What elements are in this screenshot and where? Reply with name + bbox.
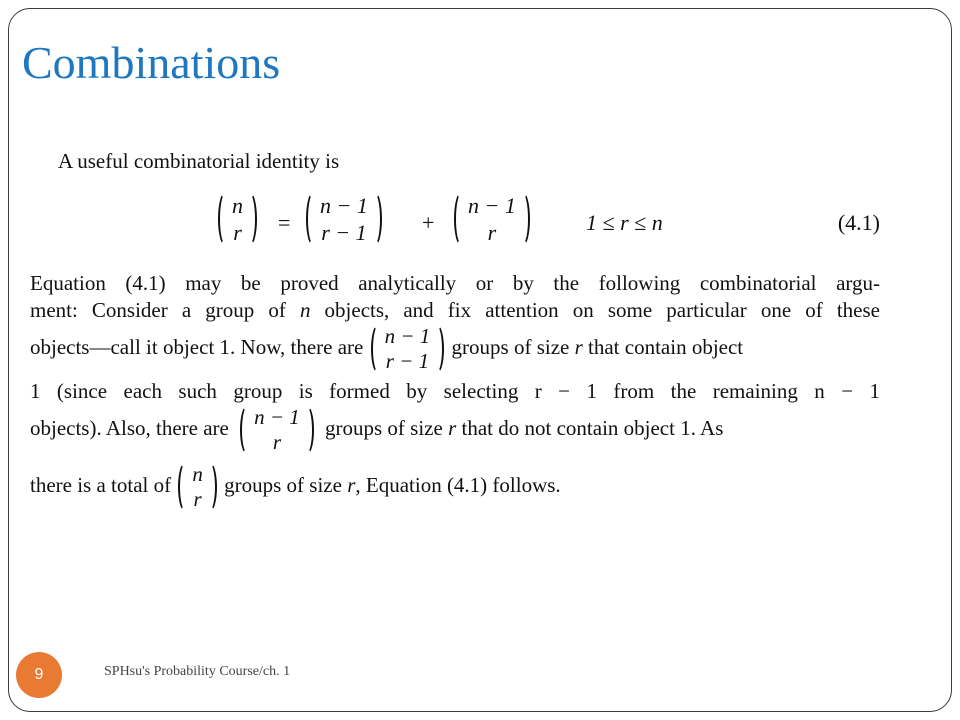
para-line-5c: that do not contain object 1. As bbox=[456, 415, 724, 440]
slide-title: Combinations bbox=[22, 37, 281, 88]
slide-number-badge: 9 bbox=[16, 652, 62, 698]
lhs-bottom: r bbox=[233, 220, 242, 245]
line5-binom-bottom: r bbox=[272, 430, 282, 454]
equation-condition: 1 ≤ r ≤ n bbox=[586, 210, 663, 235]
para-line-4: 1 (since each such group is formed by selecting r − 1 from the remaining n − 1 bbox=[30, 379, 880, 403]
equation-number: (4.1) bbox=[837, 210, 880, 235]
para-line-5b: groups of size bbox=[325, 415, 449, 440]
para-line-6b: groups of size bbox=[224, 472, 348, 497]
line6-binom-top: n bbox=[192, 462, 203, 486]
para-line-5a: objects). Also, there are bbox=[30, 415, 229, 440]
para-line-5 bbox=[30, 405, 880, 455]
lhs-top: n bbox=[232, 193, 243, 218]
term2-bottom: r bbox=[487, 220, 497, 245]
intro-text: A useful combinatorial identity is bbox=[58, 149, 340, 173]
term1-top: n − 1 bbox=[320, 193, 368, 218]
term1-bottom: r − 1 bbox=[321, 220, 367, 245]
term2-top: n − 1 bbox=[468, 193, 516, 218]
slide-footer: SPHsu's Probability Course/ch. 1 bbox=[104, 664, 291, 679]
para-line-6r: r bbox=[347, 472, 356, 497]
line5-binom-top: n − 1 bbox=[254, 405, 300, 429]
para-line-3a: objects—call it object 1. Now, there are bbox=[30, 334, 364, 359]
para-line-3b: groups of size bbox=[451, 334, 575, 359]
para-line-5r: r bbox=[448, 415, 457, 440]
para-line-3r: r bbox=[574, 334, 583, 359]
line6-binom-bottom: r bbox=[193, 487, 202, 511]
para-line-2 bbox=[30, 297, 880, 323]
term1-binomial bbox=[306, 192, 382, 246]
para-line-3 bbox=[30, 324, 880, 374]
lhs-binomial bbox=[218, 192, 257, 246]
identity-equation bbox=[216, 192, 880, 254]
equals-sign: = bbox=[278, 210, 291, 235]
para-line-3c: that contain object bbox=[582, 334, 744, 359]
para-line-6a: there is a total of bbox=[30, 472, 172, 497]
para-line-1: Equation (4.1) may be proved analytically or by the following combinatorial argu- bbox=[30, 271, 880, 295]
plus-sign: + bbox=[422, 210, 435, 235]
term2-binomial bbox=[454, 192, 530, 246]
para-line-2n: n bbox=[299, 298, 311, 322]
para-line-2a: ment: Consider a group of bbox=[30, 298, 300, 322]
line3-binomial bbox=[371, 324, 445, 374]
line5-binomial bbox=[240, 405, 314, 455]
line3-binom-top: n − 1 bbox=[384, 324, 431, 348]
para-line-2b: objects, and fix attention on some particular one of these bbox=[310, 298, 880, 322]
para-line-6 bbox=[30, 462, 880, 512]
line3-binom-bottom: r − 1 bbox=[385, 349, 430, 373]
line6-binomial bbox=[178, 462, 217, 512]
para-line-6c: , Equation (4.1) follows. bbox=[355, 472, 561, 497]
